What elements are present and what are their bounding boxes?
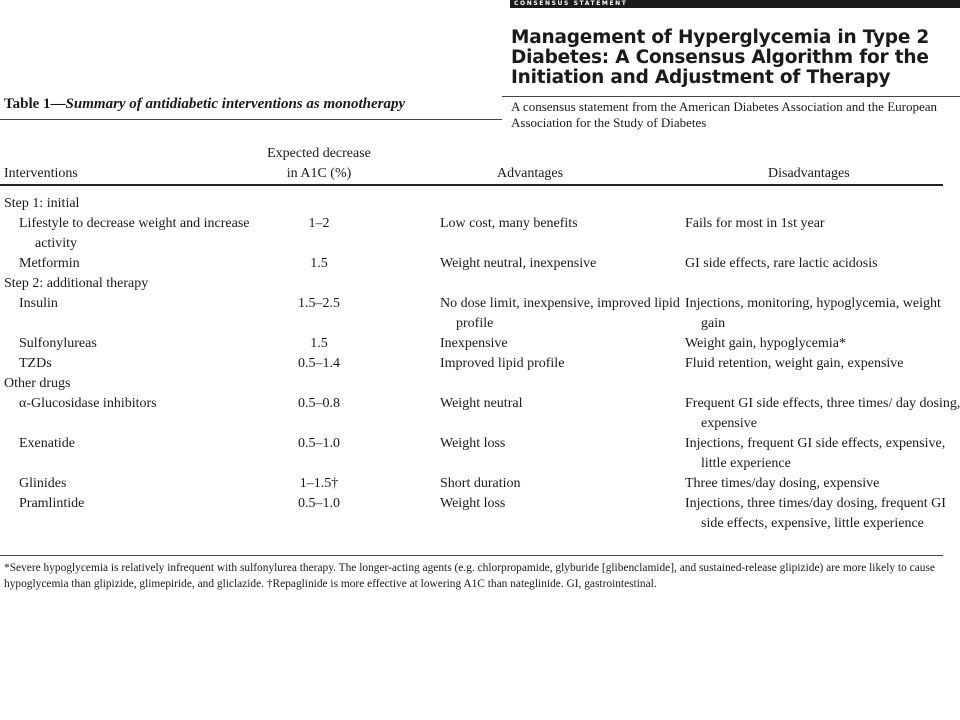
- advantages-cell: Short duration: [440, 476, 521, 491]
- advantages-cell: Weight loss: [440, 436, 506, 451]
- table-row: [0, 474, 945, 494]
- table-row: [0, 214, 945, 254]
- col-header-advantages: Advantages: [497, 166, 564, 181]
- decrease-cell: 1.5: [310, 336, 328, 351]
- disadvantages-cell: Injections, monitoring, hypoglycemia, weight gain: [685, 296, 941, 331]
- intervention-cell: α-Glucosidase inhibitors: [19, 396, 157, 411]
- disadvantages-cell: GI side effects, rare lactic acidosis: [685, 256, 878, 271]
- disadvantages-cell: Weight gain, hypoglycemia*: [685, 336, 846, 351]
- advantages-cell: Weight neutral, inexpensive: [440, 256, 597, 271]
- intervention-cell: TZDs: [19, 356, 52, 371]
- intervention-cell: Insulin: [19, 296, 58, 311]
- advantages-cell: Weight neutral: [440, 396, 523, 411]
- col-header-decrease-line2: in A1C (%): [286, 166, 352, 181]
- intervention-cell: Lifestyle to decrease weight and increase activity: [19, 216, 250, 251]
- disadvantages-cell: Three times/day dosing, expensive: [685, 476, 880, 491]
- title-divider: [502, 96, 960, 97]
- table-row: [0, 334, 945, 354]
- decrease-cell: 1–2: [308, 216, 330, 231]
- table-title-lead: Table 1—: [4, 96, 66, 112]
- table-title: [4, 95, 405, 113]
- table-row: [0, 254, 945, 274]
- disadvantages-cell: Injections, frequent GI side effects, expensive, little experience: [685, 436, 946, 471]
- table-row: [0, 434, 945, 474]
- disadvantages-cell: Fluid retention, weight gain, expensive: [685, 356, 904, 371]
- section-label: Step 2: additional therapy: [4, 276, 149, 291]
- advantages-cell: Improved lipid profile: [440, 356, 565, 371]
- decrease-cell: 0.5–0.8: [298, 396, 340, 411]
- col-header-decrease-line1: Expected decrease: [267, 146, 371, 161]
- table-section-row: [0, 194, 945, 214]
- decrease-cell: 0.5–1.0: [298, 436, 340, 451]
- decrease-cell: 1.5–2.5: [298, 296, 340, 311]
- decrease-cell: 1.5: [310, 256, 328, 271]
- decrease-cell: 0.5–1.0: [298, 496, 340, 511]
- table-title-rule: [0, 119, 502, 120]
- advantages-cell: No dose limit, inexpensive, improved lipid profile: [440, 296, 680, 331]
- article-subtitle: A consensus statement from the American Diabetes Association and the European Association for the Study of Diabetes: [511, 99, 937, 130]
- advantages-cell: Low cost, many benefits: [440, 216, 578, 231]
- table-footnote: *Severe hypoglycemia is relatively infrequent with sulfonylurea therapy. The longer-acting agents (e.g. chlorpropamide, glyburide [glibenclamide], and sustained-release glipizide) are more likely to cause hypoglycemia than glipizide, glimepiride, and gliclazide. †Repaglinide is more effective at lowering A1C than nateglinide. GI, gastrointestinal.: [4, 562, 935, 590]
- table-row: [0, 294, 945, 334]
- col-header-interventions: Interventions: [4, 166, 78, 181]
- disadvantages-cell: Frequent GI side effects, three times/ day dosing, expensive: [685, 396, 960, 431]
- footer-rule: [0, 555, 943, 556]
- consensus-statement-banner: CONSENSUS STATEMENT: [510, 0, 960, 8]
- table-row: [0, 354, 945, 374]
- intervention-cell: Glinides: [19, 476, 67, 491]
- advantages-cell: Inexpensive: [440, 336, 508, 351]
- table-section-row: [0, 274, 945, 294]
- section-label: Step 1: initial: [4, 196, 80, 211]
- table-row: [0, 394, 960, 434]
- header-rule: [0, 184, 943, 186]
- disadvantages-cell: Injections, three times/day dosing, frequent GI side effects, expensive, little experience: [685, 496, 946, 531]
- table-section-row: [0, 374, 945, 394]
- article-title: Management of Hyperglycemia in Type 2 Diabetes: A Consensus Algorithm for the Initiation and Adjustment of Therapy: [511, 27, 930, 88]
- intervention-cell: Pramlintide: [19, 496, 85, 511]
- table-body: [0, 194, 960, 554]
- advantages-cell: Weight loss: [440, 496, 506, 511]
- disadvantages-cell: Fails for most in 1st year: [685, 216, 825, 231]
- decrease-cell: 0.5–1.4: [298, 356, 340, 371]
- intervention-cell: Metformin: [19, 256, 80, 271]
- intervention-cell: Exenatide: [19, 436, 75, 451]
- intervention-cell: Sulfonylureas: [19, 336, 97, 351]
- section-label: Other drugs: [4, 376, 71, 391]
- table-row: [0, 494, 945, 554]
- col-header-disadvantages: Disadvantages: [768, 166, 850, 181]
- decrease-cell: 1–1.5†: [299, 476, 339, 491]
- table-title-text: Summary of antidiabetic interventions as monotherapy: [65, 96, 406, 112]
